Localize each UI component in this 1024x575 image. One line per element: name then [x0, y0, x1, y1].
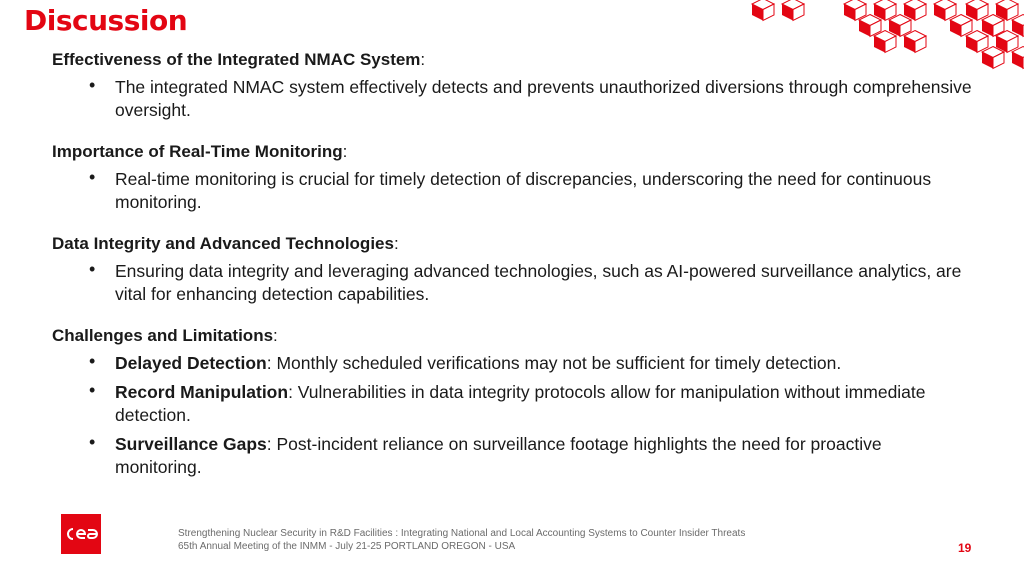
- cube-shape: [950, 15, 972, 37]
- section-heading-text: Data Integrity and Advanced Technologies: [52, 234, 394, 253]
- cube-shape: [844, 0, 866, 21]
- bullet-text: Ensuring data integrity and leveraging advanced technologies, such as AI-powered surveillance analytics, are vital for enhancing detection capabilities.: [115, 261, 962, 304]
- heading-colon: :: [393, 234, 399, 253]
- footer-line-2: 65th Annual Meeting of the INMM - July 21-25 PORTLAND OREGON - USA: [178, 541, 516, 552]
- slide-content: [52, 48, 972, 497]
- cube-shape: [782, 0, 804, 21]
- bullet-text: : Vulnerabilities in data integrity protocols allow for manipulation without immediate detection.: [115, 382, 926, 425]
- section-heading: [52, 140, 972, 164]
- section-heading-text: Importance of Real-Time Monitoring: [52, 142, 343, 161]
- bullet-list: [52, 352, 972, 479]
- bullet-item: [52, 352, 972, 375]
- bullet-lead: Surveillance Gaps: [115, 434, 267, 454]
- cube-shape: [752, 0, 774, 21]
- cube-shape: [1012, 47, 1024, 69]
- section-heading: [52, 324, 972, 348]
- cea-logo-glyph: [64, 524, 98, 544]
- footer: [178, 527, 745, 553]
- bullet-list: [52, 76, 972, 122]
- bullet-lead: Delayed Detection: [115, 353, 267, 373]
- bullet-dot-icon: •: [89, 432, 96, 452]
- heading-colon: :: [273, 326, 278, 345]
- cube-shape: [859, 15, 881, 37]
- discussion-section: [52, 324, 972, 479]
- bullet-item: [52, 381, 972, 427]
- section-heading: [52, 48, 972, 72]
- bullet-text: : Post-incident reliance on surveillance footage highlights the need for proactive monitoring.: [115, 434, 882, 477]
- bullet-text: Real-time monitoring is crucial for timely detection of discrepancies, underscoring the need for continuous monitoring.: [115, 169, 932, 212]
- bullet-dot-icon: •: [89, 259, 96, 279]
- cube-shape: [904, 0, 926, 21]
- section-heading-text: Effectiveness of the Integrated NMAC System: [52, 50, 421, 69]
- bullet-text: : Monthly scheduled verifications may not be sufficient for timely detection.: [266, 353, 842, 373]
- cube-shape: [966, 0, 988, 21]
- heading-colon: :: [420, 50, 426, 69]
- cube-shape: [934, 0, 956, 21]
- bullet-lead: Record Manipulation: [115, 382, 289, 402]
- bullet-item: [52, 260, 972, 306]
- bullet-item: [52, 168, 972, 214]
- slide-title: Discussion: [24, 4, 188, 37]
- bullet-text: The integrated NMAC system effectively detects and prevents unauthorized diversions through comprehensive oversight.: [115, 77, 972, 120]
- section-heading-text: Challenges and Limitations: [52, 326, 274, 345]
- heading-colon: :: [342, 142, 348, 161]
- discussion-section: [52, 48, 972, 122]
- bullet-list: [52, 260, 972, 306]
- bullet-item: [52, 76, 972, 122]
- bullet-item: [52, 433, 972, 479]
- bullet-list: [52, 168, 972, 214]
- bullet-dot-icon: •: [89, 75, 96, 95]
- bullet-dot-icon: •: [89, 380, 96, 400]
- section-heading: [52, 232, 972, 256]
- footer-line-1: Strengthening Nuclear Security in R&D Facilities : Integrating National and Local Accounting Systems to Counter Insider Threats: [178, 528, 746, 539]
- cube-shape: [889, 15, 911, 37]
- discussion-section: [52, 232, 972, 306]
- cube-shape: [874, 0, 896, 21]
- discussion-section: [52, 140, 972, 214]
- cea-logo-icon: [61, 514, 101, 554]
- page-number: 19: [958, 541, 972, 555]
- cube-shape: [1012, 15, 1024, 37]
- cube-shape: [982, 47, 1004, 69]
- bullet-dot-icon: •: [89, 351, 96, 371]
- bullet-dot-icon: •: [89, 167, 96, 187]
